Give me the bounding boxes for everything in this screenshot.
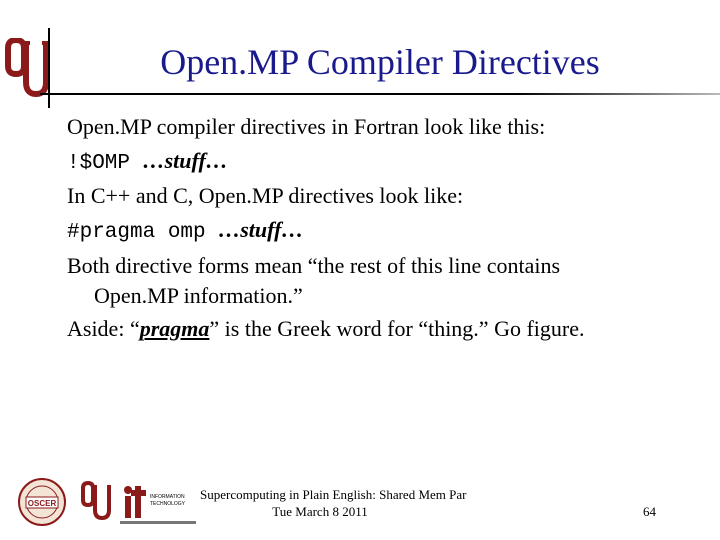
body-text: Both directive forms mean “the rest of this line contains [67,253,561,278]
stuff-placeholder: …stuff… [142,148,228,173]
svg-text:TECHNOLOGY: TECHNOLOGY [150,501,186,507]
fortran-directive-code: !$OMP [67,152,143,175]
footer-date: Tue March 8 2011 [272,504,368,519]
pragma-word: pragma [139,316,210,341]
body-text: Open.MP compiler directives in Fortran look like this: [67,114,546,139]
aside-line [67,315,585,343]
c-directive-code: #pragma omp [67,221,219,244]
aside-text: ” is the Greek word for “thing.” Go figure. [209,316,585,341]
stuff-placeholder: …stuff… [218,217,304,242]
svg-text:OSCER: OSCER [27,499,57,508]
sponsor-logos-icon [16,478,201,526]
footer-caption [200,486,467,520]
svg-text:INFORMATION: INFORMATION [150,494,185,500]
body-line [67,252,560,280]
header-horizontal-rule [40,93,720,95]
body-text: In C++ and C, Open.MP directives look like: [67,183,464,208]
footer-logos [16,478,201,531]
c-directive-line [67,216,303,247]
footer-course-title: Supercomputing in Plain English: Shared Mem Par [200,487,467,502]
slide-title: Open.MP Compiler Directives [160,42,600,82]
it-logo-icon [120,486,196,524]
body-line-continuation [94,282,303,310]
page-number: 64 [643,504,656,519]
aside-text: Aside: “ [67,316,140,341]
body-line [67,182,463,210]
ou-small-logo-icon [83,483,109,518]
header-vertical-rule [48,28,50,108]
fortran-directive-line [67,147,228,178]
oscer-seal-icon [19,479,65,525]
body-text: Open.MP information.” [94,283,303,308]
body-line [67,113,545,141]
ou-logo-icon [4,38,48,100]
